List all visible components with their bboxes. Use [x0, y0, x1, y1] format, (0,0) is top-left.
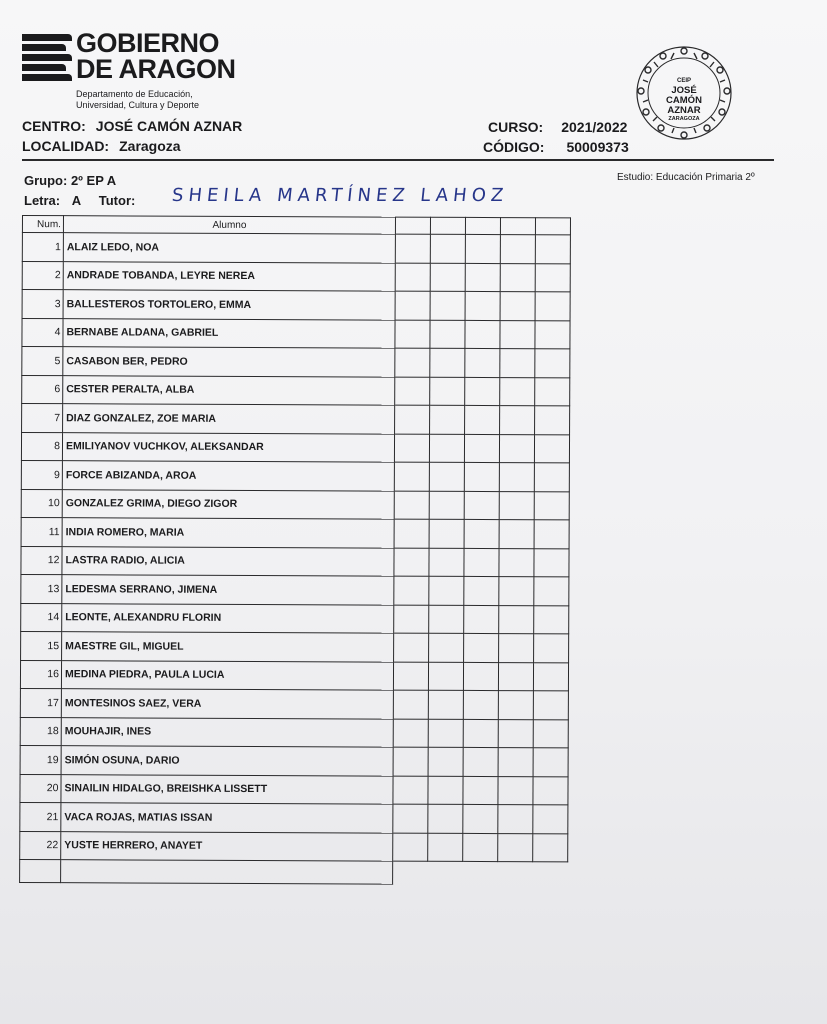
mark-cell[interactable] — [394, 519, 429, 548]
mark-cell[interactable] — [394, 434, 429, 463]
tutor-label: Tutor: — [98, 193, 136, 208]
mark-cell[interactable] — [499, 434, 534, 463]
tutor-handwritten-name: SHEILA MARTÍNEZ LAHOZ — [170, 185, 510, 206]
mark-cell[interactable] — [535, 377, 570, 406]
mark-cell[interactable] — [394, 491, 429, 520]
mark-cell[interactable] — [394, 462, 429, 491]
curso-label: CURSO: — [488, 119, 544, 135]
table-row — [22, 318, 570, 349]
student-number: 12 — [21, 546, 62, 575]
mark-cell[interactable] — [395, 320, 430, 349]
mark-cell[interactable] — [429, 434, 464, 463]
stamp-line-4: AZNAR — [667, 105, 701, 116]
mark-cell[interactable] — [463, 776, 498, 805]
table-row — [20, 717, 568, 748]
student-number: 8 — [21, 432, 62, 461]
student-name: ALAIZ LEDO, NOA — [63, 233, 395, 263]
student-name: MONTESINOS SAEZ, VERA — [61, 689, 393, 719]
student-name: YUSTE HERRERO, ANAYET — [61, 831, 393, 861]
curso-value: 2021/2022 — [561, 119, 628, 135]
mark-cell[interactable] — [500, 292, 535, 321]
estudio-label: Estudio: Educación Primaria 2º — [617, 172, 755, 183]
grupo-label: Grupo: — [24, 173, 68, 188]
student-name: LASTRA RADIO, ALICIA — [62, 546, 394, 576]
mark-cell[interactable] — [534, 577, 569, 606]
student-number: 11 — [21, 517, 62, 546]
mark-cell[interactable] — [534, 548, 569, 577]
blank-column-header — [430, 217, 465, 234]
student-number — [20, 859, 61, 882]
table-row — [22, 261, 570, 292]
mark-cell[interactable] — [430, 291, 465, 320]
table-row — [20, 660, 568, 691]
table-row — [20, 802, 568, 833]
grupo-value: 2º EP A — [70, 173, 117, 188]
mark-cell[interactable] — [393, 833, 428, 862]
mark-cell[interactable] — [429, 462, 464, 491]
student-number: 6 — [22, 375, 63, 404]
student-number: 4 — [22, 318, 63, 347]
stamp-text — [634, 44, 734, 142]
letra-label: Letra: — [24, 193, 61, 208]
mark-cell[interactable] — [429, 519, 464, 548]
table-row — [21, 546, 569, 577]
mark-cell[interactable] — [428, 804, 463, 833]
mark-cell[interactable] — [498, 662, 533, 691]
mark-cell[interactable] — [500, 263, 535, 292]
table-row — [21, 603, 569, 634]
student-name: CESTER PERALTA, ALBA — [63, 375, 395, 405]
mark-cell[interactable] — [465, 377, 500, 406]
table-row — [21, 517, 569, 548]
table-row — [22, 375, 570, 406]
grupo-field — [24, 173, 116, 188]
mark-cell[interactable] — [393, 747, 428, 776]
mark-cell[interactable] — [535, 235, 570, 264]
table-row — [21, 432, 569, 463]
mark-cell[interactable] — [535, 263, 570, 292]
mark-cell[interactable] — [534, 491, 569, 520]
mark-cell[interactable] — [464, 491, 499, 520]
mark-cell[interactable] — [429, 633, 464, 662]
student-number: 7 — [22, 404, 63, 433]
blank-column-header — [535, 218, 570, 235]
mark-cell[interactable] — [395, 348, 430, 377]
mark-cell[interactable] — [498, 691, 533, 720]
student-number: 20 — [20, 774, 61, 803]
mark-cell[interactable] — [498, 748, 533, 777]
table-row — [21, 631, 569, 662]
mark-cell[interactable] — [463, 804, 498, 833]
stamp-line-1: CEIP — [676, 78, 691, 84]
mark-cell[interactable] — [533, 719, 568, 748]
mark-cell[interactable] — [498, 719, 533, 748]
student-name: SINAILIN HIDALGO, BREISHKA LISSETT — [61, 774, 393, 804]
student-roster-table — [19, 215, 571, 886]
mark-cell[interactable] — [533, 691, 568, 720]
student-name: LEDESMA SERRANO, JIMENA — [62, 575, 394, 605]
mark-cell[interactable] — [464, 434, 499, 463]
student-number: 2 — [22, 261, 63, 290]
table-row — [21, 574, 569, 605]
mark-cell[interactable] — [465, 291, 500, 320]
mark-cell[interactable] — [499, 520, 534, 549]
mark-cell[interactable] — [463, 747, 498, 776]
student-name: GONZALEZ GRIMA, DIEGO ZIGOR — [62, 489, 394, 519]
mark-cell[interactable] — [428, 719, 463, 748]
mark-cell[interactable] — [498, 805, 533, 834]
student-number: 3 — [22, 290, 63, 319]
table-row — [21, 460, 569, 491]
logo-text — [76, 30, 236, 82]
blank-column-header — [500, 218, 535, 235]
mark-cell[interactable] — [499, 548, 534, 577]
blank-column-header — [465, 217, 500, 234]
stamp-line-5: ZARAGOZA — [668, 116, 700, 122]
student-name: EMILIYANOV VUCHKOV, ALEKSANDAR — [62, 432, 394, 462]
mark-cell[interactable] — [464, 605, 499, 634]
table-row — [21, 489, 569, 520]
table-row — [22, 290, 570, 321]
mark-cell[interactable] — [393, 690, 428, 719]
mark-cell[interactable] — [498, 833, 533, 862]
mark-cell[interactable] — [498, 776, 533, 805]
student-number: 9 — [21, 460, 62, 489]
student-name: INDIA ROMERO, MARIA — [62, 518, 394, 548]
mark-cell[interactable] — [534, 463, 569, 492]
student-number: 13 — [21, 574, 62, 603]
mark-cell[interactable] — [500, 406, 535, 435]
student-number: 1 — [22, 233, 63, 262]
localidad-label: LOCALIDAD: — [22, 138, 110, 154]
student-name: CASABON BER, PEDRO — [63, 347, 395, 377]
curso-field — [488, 119, 637, 135]
department-name — [76, 89, 199, 111]
student-number: 5 — [22, 347, 63, 376]
mark-cell[interactable] — [534, 434, 569, 463]
student-name: DIAZ GONZALEZ, ZOE MARIA — [63, 404, 395, 434]
student-name: MAESTRE GIL, MIGUEL — [62, 632, 394, 662]
mark-cell[interactable] — [533, 805, 568, 834]
table-row — [20, 774, 568, 805]
logo-line-1: GOBIERNO — [76, 28, 220, 58]
centro-value: JOSÉ CAMÓN AZNAR — [95, 118, 243, 134]
codigo-value: 50009373 — [566, 139, 629, 155]
header-divider — [22, 159, 774, 161]
student-name: FORCE ABIZANDA, AROA — [62, 461, 394, 491]
mark-cell[interactable] — [534, 634, 569, 663]
department-line-1: Departamento de Educación, — [76, 89, 193, 99]
student-number: 21 — [20, 802, 61, 831]
mark-cell[interactable] — [465, 405, 500, 434]
student-name: SIMÓN OSUNA, DARIO — [61, 746, 393, 776]
mark-cell[interactable] — [395, 234, 430, 263]
codigo-label: CÓDIGO: — [483, 139, 545, 155]
localidad-field — [22, 138, 191, 154]
mark-cell[interactable] — [463, 690, 498, 719]
mark-cell[interactable] — [465, 348, 500, 377]
mark-cell[interactable] — [428, 776, 463, 805]
student-number: 19 — [20, 745, 61, 774]
mark-cell[interactable] — [395, 377, 430, 406]
mark-cell[interactable] — [394, 633, 429, 662]
mark-cell[interactable] — [463, 719, 498, 748]
mark-cell[interactable] — [394, 548, 429, 577]
localidad-value: Zaragoza — [119, 138, 181, 154]
mark-cell[interactable] — [534, 605, 569, 634]
mark-cell[interactable] — [429, 605, 464, 634]
mark-cell[interactable] — [465, 320, 500, 349]
student-name: LEONTE, ALEXANDRU FLORIN — [62, 603, 394, 633]
mark-cell[interactable] — [395, 263, 430, 292]
mark-cell[interactable] — [464, 633, 499, 662]
centro-field — [22, 118, 252, 134]
logo-line-2: DE ARAGON — [76, 54, 236, 84]
logo-stripes-icon — [22, 34, 72, 82]
mark-cell[interactable] — [394, 576, 429, 605]
mark-cell[interactable] — [428, 747, 463, 776]
mark-cell[interactable] — [464, 576, 499, 605]
mark-cell[interactable] — [393, 804, 428, 833]
student-name: MOUHAJIR, INES — [61, 717, 393, 747]
student-number: 17 — [20, 688, 61, 717]
student-name — [61, 860, 393, 884]
stamp-line-2: JOSÉ — [671, 85, 697, 96]
codigo-field — [483, 139, 639, 155]
table-row — [22, 347, 570, 378]
table-row — [20, 745, 568, 776]
mark-cell[interactable] — [535, 292, 570, 321]
mark-cell[interactable] — [500, 349, 535, 378]
mark-cell[interactable] — [533, 776, 568, 805]
student-number: 16 — [20, 660, 61, 689]
student-name: MEDINA PIEDRA, PAULA LUCIA — [61, 660, 393, 690]
mark-cell[interactable] — [535, 406, 570, 435]
table-row — [20, 688, 568, 719]
table-row — [20, 831, 568, 862]
mark-cell[interactable] — [428, 690, 463, 719]
mark-cell[interactable] — [464, 519, 499, 548]
mark-cell[interactable] — [499, 577, 534, 606]
mark-cell[interactable] — [464, 548, 499, 577]
mark-cell[interactable] — [394, 605, 429, 634]
mark-cell[interactable] — [499, 605, 534, 634]
mark-cell[interactable] — [465, 234, 500, 263]
centro-label: CENTRO: — [22, 118, 86, 134]
mark-cell[interactable] — [535, 349, 570, 378]
table-row — [22, 404, 570, 435]
mark-cell[interactable] — [500, 235, 535, 264]
mark-cell[interactable] — [395, 291, 430, 320]
stamp-line-3: CAMÓN — [666, 95, 702, 106]
mark-cell[interactable] — [533, 748, 568, 777]
student-name: BALLESTEROS TORTOLERO, EMMA — [63, 290, 395, 320]
student-number: 15 — [21, 631, 62, 660]
student-name: VACA ROJAS, MATIAS ISSAN — [61, 803, 393, 833]
department-line-2: Universidad, Cultura y Deporte — [76, 100, 200, 110]
mark-cell[interactable] — [535, 320, 570, 349]
mark-cell[interactable] — [499, 634, 534, 663]
mark-cell[interactable] — [429, 491, 464, 520]
mark-cell[interactable] — [429, 548, 464, 577]
mark-cell[interactable] — [463, 833, 498, 862]
mark-cell[interactable] — [430, 348, 465, 377]
alumno-column-header: Alumno — [63, 216, 395, 234]
mark-cell[interactable] — [395, 405, 430, 434]
mark-cell[interactable] — [464, 462, 499, 491]
mark-cell[interactable] — [430, 234, 465, 263]
student-number: 22 — [20, 831, 61, 860]
mark-cell[interactable] — [428, 662, 463, 691]
mark-cell[interactable] — [393, 776, 428, 805]
student-name: BERNABE ALDANA, GABRIEL — [63, 318, 395, 348]
mark-cell[interactable] — [499, 463, 534, 492]
blank-column-header — [395, 217, 430, 234]
mark-cell[interactable] — [500, 320, 535, 349]
mark-cell[interactable] — [430, 405, 465, 434]
student-number: 10 — [21, 489, 62, 518]
mark-cell[interactable] — [463, 662, 498, 691]
mark-cell[interactable] — [428, 833, 463, 862]
mark-cell[interactable] — [430, 377, 465, 406]
mark-cell[interactable] — [465, 263, 500, 292]
letra-tutor-field — [24, 193, 135, 208]
table-row-empty — [20, 859, 568, 884]
mark-cell[interactable] — [429, 576, 464, 605]
mark-cell[interactable] — [500, 377, 535, 406]
mark-cell[interactable] — [533, 662, 568, 691]
table-row — [22, 233, 570, 264]
mark-cell[interactable] — [393, 662, 428, 691]
mark-cell[interactable] — [534, 520, 569, 549]
mark-cell[interactable] — [393, 719, 428, 748]
letra-value: A — [71, 193, 82, 208]
student-number: 14 — [21, 603, 62, 632]
mark-cell[interactable] — [430, 320, 465, 349]
mark-cell[interactable] — [499, 491, 534, 520]
student-name: ANDRADE TOBANDA, LEYRE NEREA — [63, 261, 395, 291]
mark-cell[interactable] — [533, 833, 568, 862]
num-column-header: Num. — [22, 216, 63, 233]
student-number: 18 — [20, 717, 61, 746]
mark-cell[interactable] — [430, 263, 465, 292]
